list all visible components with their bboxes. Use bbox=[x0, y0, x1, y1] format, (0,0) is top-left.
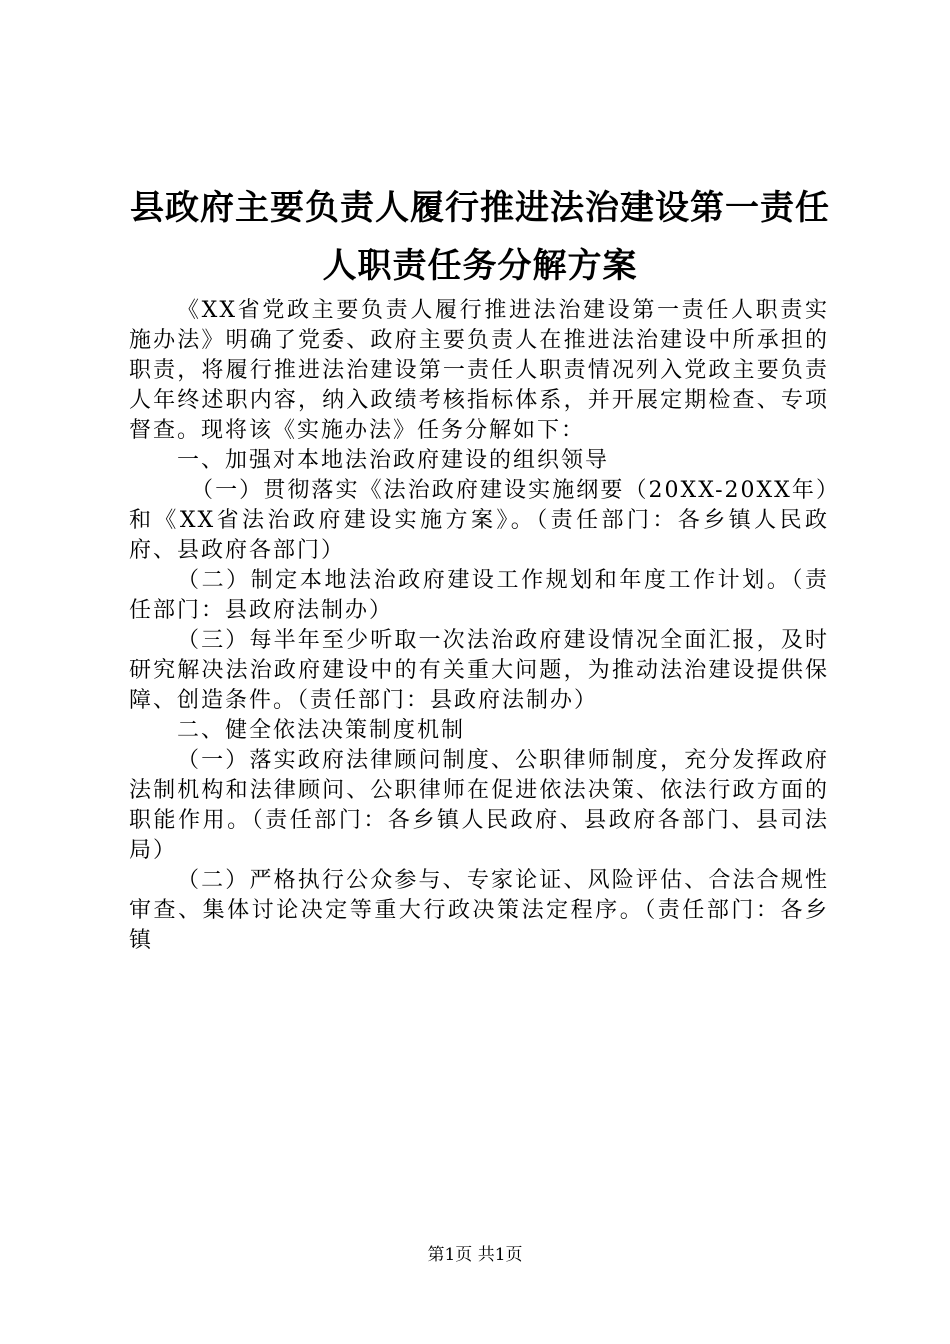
section-2-item-1: （一）落实政府法律顾问制度、公职律师制度，充分发挥政府法制机构和法律顾问、公职律师在促进依法决策、依法行政方面的职能作用。（责任部门：各乡镇人民政府、县政府各部门、县司法局） bbox=[129, 748, 829, 863]
intro-paragraph: 《XX省党政主要负责人履行推进法治建设第一责任人职责实施办法》明确了党委、政府主要负责人在推进法治建设中所承担的职责，将履行推进法治建设第一责任人职责情况列入党政主要负责人年终述职内容，纳入政绩考核指标体系，并开展定期检查、专项督查。现将该《实施办法》任务分解如下： bbox=[129, 298, 829, 443]
section-1-item-3: （三）每半年至少听取一次法治政府建设情况全面汇报，及时研究解决法治政府建设中的有关重大问题，为推动法治建设提供保障、创造条件。（责任部门：县政府法制办） bbox=[129, 628, 829, 713]
document-title-line-2: 人职责任务分解方案 bbox=[322, 246, 638, 286]
page-footer: 第1页 共1页 bbox=[427, 1245, 523, 1265]
section-1-item-1: （一）贯彻落实《法治政府建设实施纲要（20XX-20XX年）和《XX省法治政府建设实施方案》。（责任部门：各乡镇人民政府、县政府各部门） bbox=[129, 478, 829, 563]
section-2-item-2: （二）严格执行公众参与、专家论证、风险评估、合法合规性审查、集体讨论决定等重大行政决策法定程序。（责任部门：各乡镇 bbox=[129, 868, 829, 953]
document-title-line-1: 县政府主要负责人履行推进法治建设第一责任 bbox=[130, 188, 830, 228]
section-heading-1: 一、加强对本地法治政府建设的组织领导 bbox=[177, 448, 610, 473]
section-1-item-2: （二）制定本地法治政府建设工作规划和年度工作计划。（责任部门：县政府法制办） bbox=[129, 568, 829, 623]
section-heading-2: 二、健全依法决策制度机制 bbox=[177, 718, 466, 743]
document-body bbox=[129, 296, 829, 956]
